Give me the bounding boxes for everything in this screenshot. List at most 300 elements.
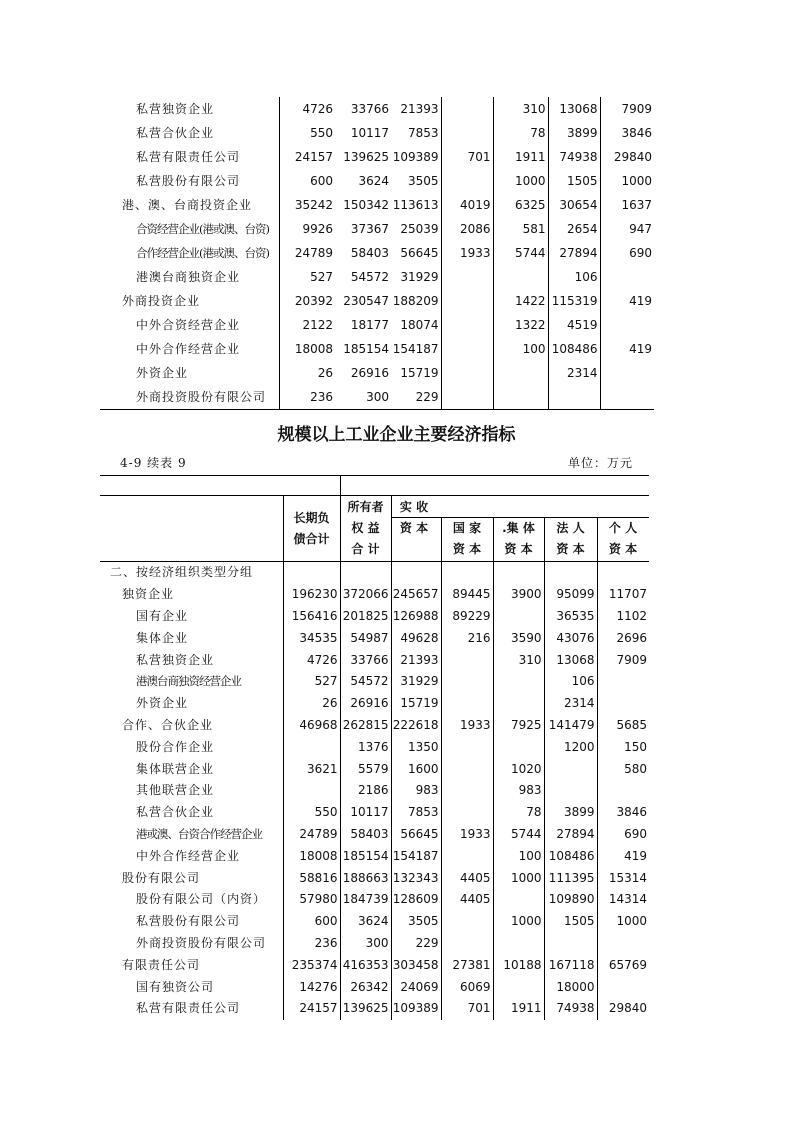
cell-col-5 <box>493 361 548 385</box>
cell-col-5: 100 <box>493 337 548 361</box>
continued-row <box>100 337 654 361</box>
cell-col-7: 1102 <box>597 606 649 628</box>
cell-col-6: 108486 <box>544 845 597 867</box>
table-row <box>100 933 649 955</box>
cell-col-7: 5685 <box>597 715 649 737</box>
row-label: 私营股份有限公司 <box>136 174 241 188</box>
cell-col-3: 132343 <box>391 867 441 889</box>
cell-col-4: 216 <box>441 627 493 649</box>
cell-col-1 <box>283 562 340 584</box>
cell-col-2: 150342 <box>343 198 389 212</box>
cell-col-7: 947 <box>600 217 654 241</box>
cell-col-3: 49628 <box>391 627 441 649</box>
table-number: 4-9 续表 9 <box>120 456 187 470</box>
cell-col-4 <box>441 671 493 693</box>
table-row <box>100 649 649 671</box>
table-row <box>100 998 649 1020</box>
cell-col-5 <box>493 693 544 715</box>
cell-col-6: 18000 <box>544 976 597 998</box>
cell-col-4: 1933 <box>441 715 493 737</box>
cell-col-3: 303458 <box>391 954 441 976</box>
cell-col-5: 5744 <box>493 824 544 846</box>
cell-col-7 <box>597 693 649 715</box>
cell-col-6 <box>544 780 597 802</box>
cell-col-1: 24157 <box>279 145 335 169</box>
cell-col-3: 3505 <box>391 911 441 933</box>
cell-col-6: 95099 <box>544 584 597 606</box>
cell-col-7: 1000 <box>597 911 649 933</box>
cell-col-3: 21393 <box>391 649 441 671</box>
cell-col-6: 1200 <box>544 736 597 758</box>
cell-col-4 <box>441 337 493 361</box>
cell-col-3: 1350 <box>391 736 441 758</box>
cell-col-2: 54572 <box>350 270 389 284</box>
row-label: 外资企业 <box>136 696 189 711</box>
cell-col-7: 11707 <box>597 584 649 606</box>
cell-col-7 <box>600 265 654 289</box>
cell-col-4 <box>441 649 493 671</box>
table-row <box>100 736 649 758</box>
cell-col-6 <box>544 562 597 584</box>
cell-col-3: 222618 <box>391 715 441 737</box>
table-row <box>100 867 649 889</box>
cell-col-1: 18008 <box>279 337 335 361</box>
cell-col-2: 188663 <box>340 867 391 889</box>
cell-col-3: 21393 <box>400 102 439 116</box>
cell-col-5: 1422 <box>493 289 548 313</box>
cell-col-6: 74938 <box>544 998 597 1020</box>
cell-col-3: 7853 <box>391 802 441 824</box>
row-label: 私营独资企业 <box>136 652 215 667</box>
cell-col-7: 15314 <box>597 867 649 889</box>
cell-col-6: 3899 <box>544 802 597 824</box>
cell-col-3 <box>391 562 441 584</box>
cell-col-2: 139625 <box>340 998 391 1020</box>
cell-col-2: 26342 <box>340 976 391 998</box>
cell-col-2: 37367 <box>350 222 389 236</box>
cell-col-2: 139625 <box>343 150 389 164</box>
cell-col-3: 31929 <box>391 671 441 693</box>
cell-col-5 <box>493 562 544 584</box>
row-label: 独资企业 <box>122 587 175 602</box>
table-row <box>100 954 649 976</box>
cell-col-7 <box>597 671 649 693</box>
cell-col-2: 58403 <box>350 246 389 260</box>
row-label: 港、澳、台商投资企业 <box>122 198 253 212</box>
cell-col-2: 2186 <box>340 780 391 802</box>
cell-col-7: 14314 <box>597 889 649 911</box>
cell-col-6: 111395 <box>544 867 597 889</box>
cell-col-1: 18008 <box>283 845 340 867</box>
cell-col-2: 372066 <box>340 584 391 606</box>
row-label: 股份合作企业 <box>136 739 215 754</box>
cell-col-7 <box>600 385 654 410</box>
cell-col-6: 43076 <box>544 627 597 649</box>
cell-col-3: 25039 <box>400 222 439 236</box>
continued-row <box>100 265 654 289</box>
cell-col-7: 419 <box>600 289 654 313</box>
cell-col-5: 5744 <box>493 241 548 265</box>
cell-col-5: 1911 <box>493 998 544 1020</box>
continued-row <box>100 193 654 217</box>
cell-col-3: 24069 <box>391 976 441 998</box>
cell-col-4: 27381 <box>441 954 493 976</box>
cell-col-1: 46968 <box>283 715 340 737</box>
continued-row <box>100 217 654 241</box>
row-label: 合资经营企业(港或澳、台资) <box>136 222 269 236</box>
cell-col-3: 109389 <box>391 998 441 1020</box>
cell-col-2: 300 <box>335 385 391 410</box>
cell-col-3: 56645 <box>391 824 441 846</box>
cell-col-3: 113613 <box>392 198 439 212</box>
cell-col-6: 13068 <box>544 649 597 671</box>
cell-col-4: 1933 <box>441 824 493 846</box>
cell-col-7: 2696 <box>597 627 649 649</box>
cell-col-3: 15719 <box>400 366 439 380</box>
cell-col-2: 230547 <box>343 294 389 308</box>
continued-row <box>100 361 654 385</box>
cell-col-2: 33766 <box>340 649 391 671</box>
row-label: 集体联营企业 <box>136 761 215 776</box>
cell-col-5 <box>493 606 544 628</box>
header-collective-capital: .集 体 资 本 <box>502 521 535 556</box>
cell-col-2: 201825 <box>340 606 391 628</box>
cell-col-5: 983 <box>493 780 544 802</box>
cell-col-1: 20392 <box>279 289 335 313</box>
row-label: 港或澳、台资合作经营企业 <box>136 826 262 841</box>
table-row <box>100 758 649 780</box>
cell-col-6: 141479 <box>544 715 597 737</box>
cell-col-5: 6325 <box>493 193 548 217</box>
cell-col-4: 4405 <box>441 867 493 889</box>
cell-col-1: 14276 <box>283 976 340 998</box>
continued-row <box>100 385 654 410</box>
cell-col-5: 7925 <box>493 715 544 737</box>
continued-table <box>100 97 654 410</box>
cell-col-1: 35242 <box>279 193 335 217</box>
cell-col-5 <box>493 736 544 758</box>
cell-col-3: 128609 <box>391 889 441 911</box>
cell-col-6: 27894 <box>544 824 597 846</box>
row-label: 外资企业 <box>136 366 189 380</box>
row-label: 股份有限公司 <box>122 870 201 885</box>
row-label: 合作经营企业(港或澳、台资) <box>136 246 269 260</box>
cell-col-1: 2122 <box>279 313 335 337</box>
cell-col-5 <box>493 976 544 998</box>
row-label: 中外合资经营企业 <box>136 318 241 332</box>
cell-col-5 <box>493 933 544 955</box>
cell-col-4: 701 <box>441 998 493 1020</box>
row-label: 外商投资企业 <box>122 294 201 308</box>
cell-col-4: 4405 <box>441 889 493 911</box>
cell-col-6: 2314 <box>548 361 600 385</box>
cell-col-5: 310 <box>493 97 548 121</box>
cell-col-1: 24789 <box>279 241 335 265</box>
cell-col-2: 18177 <box>350 318 389 332</box>
cell-col-3: 983 <box>391 780 441 802</box>
header-individual-capital: 个 人 资 本 <box>608 521 638 556</box>
cell-col-6: 3899 <box>548 121 600 145</box>
cell-col-2: 185154 <box>340 845 391 867</box>
table-row <box>100 627 649 649</box>
cell-col-5: 310 <box>493 649 544 671</box>
cell-col-6: 36535 <box>544 606 597 628</box>
cell-col-4 <box>441 845 493 867</box>
main-table <box>100 562 649 1020</box>
cell-col-7: 580 <box>597 758 649 780</box>
continued-row <box>100 97 654 121</box>
row-label: 二、按经济组织类型分组 <box>110 565 254 580</box>
cell-col-1: 236 <box>279 385 335 410</box>
continued-row <box>100 241 654 265</box>
continued-row <box>100 121 654 145</box>
cell-col-7 <box>597 562 649 584</box>
row-label: 私营有限责任公司 <box>136 150 241 164</box>
cell-col-4: 89229 <box>441 606 493 628</box>
cell-col-2: 58403 <box>340 824 391 846</box>
cell-col-1: 57980 <box>283 889 340 911</box>
table-row <box>100 824 649 846</box>
cell-col-4: 2086 <box>441 217 493 241</box>
cell-col-2: 300 <box>340 933 391 955</box>
row-label: 私营合伙企业 <box>136 805 215 820</box>
cell-col-2: 33766 <box>350 102 389 116</box>
cell-col-2: 54987 <box>340 627 391 649</box>
cell-col-6: 1505 <box>548 169 600 193</box>
row-label: 私营合伙企业 <box>136 126 215 140</box>
cell-col-4 <box>441 802 493 824</box>
cell-col-2: 3624 <box>358 174 389 188</box>
cell-col-5: 10188 <box>493 954 544 976</box>
row-label: 中外合作经营企业 <box>136 342 241 356</box>
cell-col-5: 1000 <box>493 169 548 193</box>
cell-col-3: 3505 <box>407 174 439 188</box>
cell-col-3: 18074 <box>400 318 439 332</box>
cell-col-2: 3624 <box>340 911 391 933</box>
table-row <box>100 911 649 933</box>
cell-col-1 <box>283 780 340 802</box>
cell-col-7: 29840 <box>600 145 654 169</box>
page-title: 规模以上工业企业主要经济指标 <box>277 425 516 445</box>
cell-col-4: 89445 <box>441 584 493 606</box>
cell-col-4: 1933 <box>441 241 493 265</box>
cell-col-3: 188209 <box>392 294 439 308</box>
cell-col-2: 416353 <box>340 954 391 976</box>
cell-col-7: 7909 <box>600 97 654 121</box>
cell-col-4 <box>441 289 493 313</box>
cell-col-7: 1637 <box>600 193 654 217</box>
cell-col-5: 1322 <box>493 313 548 337</box>
cell-col-7: 419 <box>600 337 654 361</box>
row-label: 国有企业 <box>136 608 189 623</box>
row-label: 港澳台商独资经营企业 <box>136 674 241 689</box>
cell-col-1: 527 <box>279 265 335 289</box>
cell-col-6: 13068 <box>548 97 600 121</box>
cell-col-5: 1000 <box>493 867 544 889</box>
cell-col-4 <box>441 911 493 933</box>
cell-col-7: 690 <box>597 824 649 846</box>
cell-col-7 <box>597 780 649 802</box>
cell-col-3: 1600 <box>391 758 441 780</box>
row-label: 私营股份有限公司 <box>136 914 241 929</box>
cell-col-6 <box>544 758 597 780</box>
continued-row <box>100 169 654 193</box>
table-row <box>100 715 649 737</box>
cell-col-7: 690 <box>600 241 654 265</box>
cell-col-4 <box>441 265 493 289</box>
cell-col-7: 65769 <box>597 954 649 976</box>
row-label: 外商投资股份有限公司 <box>100 385 279 410</box>
cell-col-6: 30654 <box>548 193 600 217</box>
cell-col-3: 229 <box>391 933 441 955</box>
cell-col-1: 600 <box>279 169 335 193</box>
cell-col-5: 3900 <box>493 584 544 606</box>
cell-col-2: 54572 <box>340 671 391 693</box>
cell-col-3: 7853 <box>407 126 439 140</box>
cell-col-1: 236 <box>283 933 340 955</box>
cell-col-4 <box>441 385 493 410</box>
continued-row <box>100 313 654 337</box>
cell-col-3: 154187 <box>392 342 439 356</box>
row-label: 中外合作经营企业 <box>136 848 241 863</box>
cell-col-4 <box>441 758 493 780</box>
cell-col-6 <box>548 385 600 410</box>
row-label: 股份有限公司（内资） <box>136 892 267 907</box>
cell-col-7: 419 <box>597 845 649 867</box>
table-row <box>100 976 649 998</box>
cell-col-4 <box>441 562 493 584</box>
cell-col-1: 4726 <box>279 97 335 121</box>
table-row <box>100 584 649 606</box>
cell-col-3: 154187 <box>391 845 441 867</box>
table-row <box>100 845 649 867</box>
cell-col-1: 196230 <box>283 584 340 606</box>
unit-label: 单位：万元 <box>568 456 634 470</box>
cell-col-5: 1000 <box>493 911 544 933</box>
cell-col-6: 106 <box>544 671 597 693</box>
cell-col-3: 229 <box>391 385 441 410</box>
table-row <box>100 671 649 693</box>
cell-col-1: 550 <box>283 802 340 824</box>
cell-col-1: 24789 <box>283 824 340 846</box>
cell-col-4: 6069 <box>441 976 493 998</box>
cell-col-2: 26916 <box>340 693 391 715</box>
cell-col-2: 10117 <box>340 802 391 824</box>
cell-col-7: 3846 <box>597 802 649 824</box>
cell-col-6: 4519 <box>548 313 600 337</box>
table-row <box>100 802 649 824</box>
cell-col-5: 581 <box>493 217 548 241</box>
cell-col-1: 235374 <box>283 954 340 976</box>
cell-col-1: 26 <box>279 361 335 385</box>
header-state-capital: 国 家 资 本 <box>452 521 482 556</box>
cell-col-1: 24157 <box>283 998 340 1020</box>
cell-col-6: 109890 <box>544 889 597 911</box>
cell-col-5: 100 <box>493 845 544 867</box>
cell-col-4 <box>441 693 493 715</box>
header-paid-in-capital: 实 收 资 本 <box>399 500 429 535</box>
row-label: 合作、合伙企业 <box>122 717 214 732</box>
cell-col-1: 26 <box>283 693 340 715</box>
cell-col-1: 4726 <box>283 649 340 671</box>
row-label: 私营独资企业 <box>136 102 215 116</box>
cell-col-4 <box>441 121 493 145</box>
cell-col-4: 4019 <box>441 193 493 217</box>
cell-col-4 <box>441 313 493 337</box>
cell-col-7 <box>600 361 654 385</box>
cell-col-7 <box>600 313 654 337</box>
continued-row <box>100 289 654 313</box>
cell-col-7: 1000 <box>600 169 654 193</box>
header-legal-person-capital: 法 人 资 本 <box>556 521 585 556</box>
cell-col-2: 184739 <box>340 889 391 911</box>
cell-col-3: 245657 <box>391 584 441 606</box>
row-label: 私营有限责任公司 <box>136 1001 241 1016</box>
cell-col-6: 27894 <box>548 241 600 265</box>
cell-col-4 <box>441 361 493 385</box>
cell-col-4 <box>441 169 493 193</box>
cell-col-5: 1911 <box>493 145 548 169</box>
cell-col-7 <box>597 976 649 998</box>
cell-col-4: 701 <box>441 145 493 169</box>
cell-col-7: 3846 <box>600 121 654 145</box>
cell-col-5 <box>493 265 548 289</box>
cell-col-5: 78 <box>493 121 548 145</box>
cell-col-7: 7909 <box>597 649 649 671</box>
cell-col-6: 74938 <box>548 145 600 169</box>
cell-col-3: 109389 <box>392 150 439 164</box>
row-label: 集体企业 <box>136 630 189 645</box>
header-long-term-debt: 长期负 债合计 <box>293 511 330 546</box>
cell-col-6 <box>544 933 597 955</box>
cell-col-6: 106 <box>548 265 600 289</box>
row-label: 港澳台商独资企业 <box>136 270 241 284</box>
cell-col-2: 185154 <box>343 342 389 356</box>
cell-col-1: 9926 <box>279 217 335 241</box>
cell-col-4 <box>441 780 493 802</box>
table-header <box>100 475 649 562</box>
cell-col-6: 115319 <box>548 289 600 313</box>
cell-col-3: 126988 <box>391 606 441 628</box>
cell-col-1: 527 <box>283 671 340 693</box>
cell-col-3: 15719 <box>391 693 441 715</box>
cell-col-1: 156416 <box>283 606 340 628</box>
cell-col-3: 56645 <box>400 246 439 260</box>
row-label: 外商投资股份有限公司 <box>136 935 267 950</box>
cell-col-1: 600 <box>283 911 340 933</box>
cell-col-2: 5579 <box>340 758 391 780</box>
cell-col-2: 26916 <box>350 366 389 380</box>
cell-col-5 <box>493 385 548 410</box>
cell-col-4 <box>441 97 493 121</box>
continued-row <box>100 145 654 169</box>
cell-col-6: 2314 <box>544 693 597 715</box>
row-label: 其他联营企业 <box>136 783 215 798</box>
cell-col-3: 31929 <box>400 270 439 284</box>
cell-col-5: 1020 <box>493 758 544 780</box>
row-label: 有限责任公司 <box>122 957 201 972</box>
table-row <box>100 693 649 715</box>
table-row <box>100 562 649 584</box>
cell-col-1 <box>283 736 340 758</box>
cell-col-6: 1505 <box>544 911 597 933</box>
cell-col-7: 29840 <box>597 998 649 1020</box>
cell-col-1: 550 <box>279 121 335 145</box>
row-label: 国有独资公司 <box>136 979 215 994</box>
cell-col-2: 10117 <box>350 126 389 140</box>
cell-col-4 <box>441 933 493 955</box>
table-row <box>100 889 649 911</box>
